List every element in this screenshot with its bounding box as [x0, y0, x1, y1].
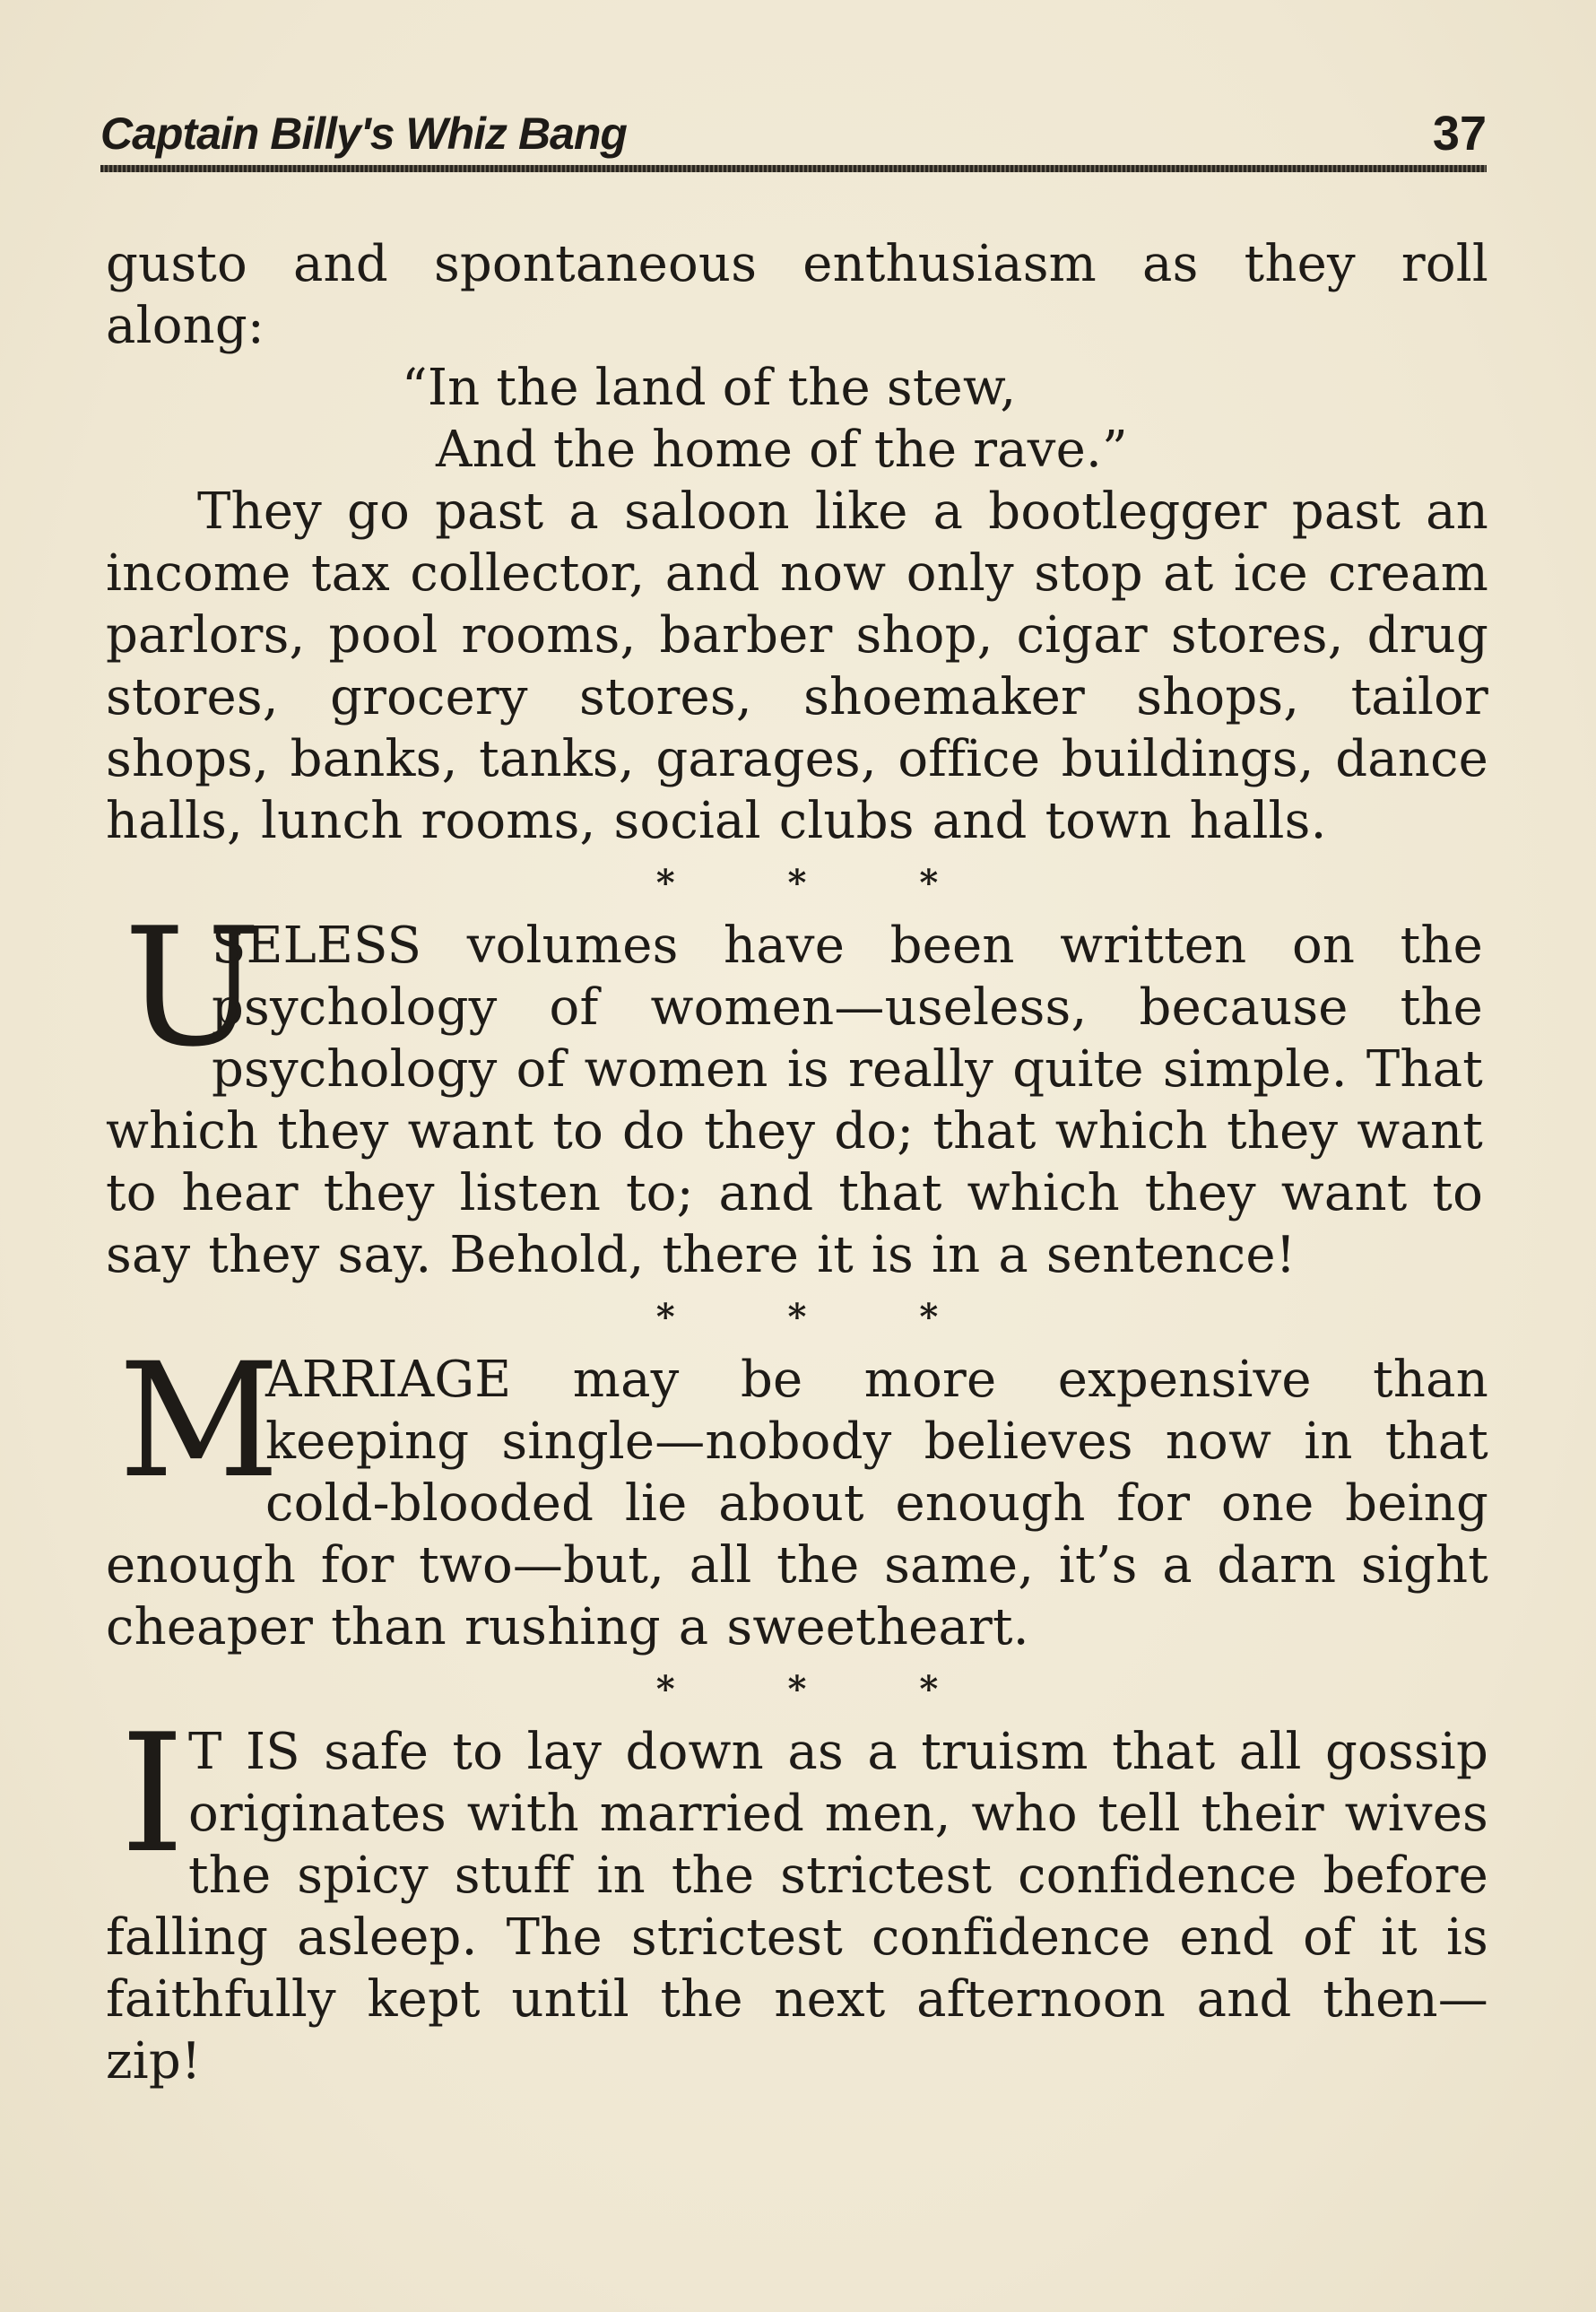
paragraph-gossip — [106, 1699, 1488, 2092]
paragraph-text: ARRIAGE may be more expensive than keeping single—nobody believes now in that cold-blooded lie about enough for one being enough for two—but, all the same, it’s a darn sight cheaper than rushing a sweetheart. — [106, 1351, 1488, 1656]
page-number: 37 — [1432, 107, 1487, 161]
header-rule — [100, 165, 1487, 172]
drop-cap: U — [124, 892, 262, 1082]
paragraph-marriage — [106, 1329, 1488, 1658]
verse-line-1: “In the land of the stew, — [402, 359, 1017, 417]
section-separator: * * * — [655, 862, 989, 904]
section-separator: * * * — [655, 1296, 989, 1338]
intro-lead: gusto and spontaneous enthusiasm as they roll along: — [106, 235, 1488, 355]
section-separator: * * * — [655, 1668, 989, 1710]
verse-line-2: And the home of the rave.” — [436, 421, 1128, 479]
article-body — [106, 233, 1488, 2092]
magazine-title: Captain Billy's Whiz Bang — [100, 109, 627, 159]
intro-paragraph: They go past a saloon like a bootlegger past an income tax collector, and now only stop at ice cream parlors, pool rooms, barber shop, cigar stores, drug stores, grocery stores, shoemaker shops, tailor shops, banks, tanks, garages, office buildings, dance halls, lunch rooms, social clubs and town halls. — [106, 482, 1488, 850]
drop-cap: M — [118, 1329, 281, 1513]
paragraph-useless — [106, 892, 1488, 1286]
drop-cap: I — [120, 1699, 186, 1889]
paragraph-text: T IS safe to lay down as a truism that all gossip originates with married men, who tell their wives the spicy stuff in the strictest confidence before falling asleep. The strictest confidence end of it is faithfully kept until the next afternoon and then—zip! — [106, 1723, 1488, 2090]
paragraph-text: SELESS volumes have been written on the psychology of women—useless, because the psychology of women is really quite simple. That which they want to do they do; that which they want to hear they listen to; and that which they want to say they say. Behold, there it is in a sentence! — [106, 917, 1483, 1284]
running-header — [100, 100, 1487, 167]
